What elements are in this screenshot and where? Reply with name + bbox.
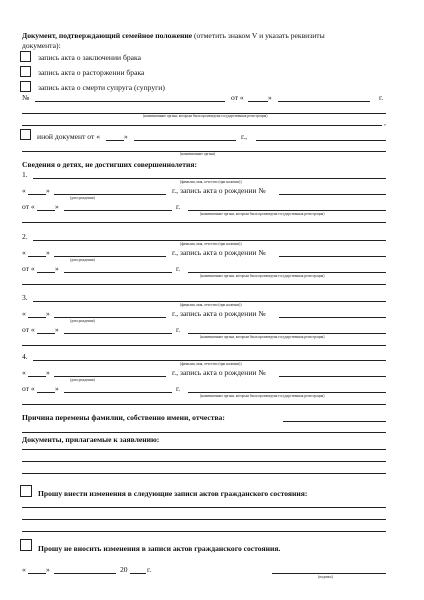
child-reg-close-quote: » xyxy=(55,202,59,211)
child-dob-day-field[interactable] xyxy=(28,376,46,377)
attachments-field-2[interactable] xyxy=(22,461,386,462)
record-number-field[interactable] xyxy=(35,101,225,102)
child-authority-field[interactable] xyxy=(188,272,386,273)
child-reg-day-field[interactable] xyxy=(37,272,55,273)
request-changes-field-2[interactable] xyxy=(22,519,386,520)
child-dob-caption: (дата рождения) xyxy=(70,319,95,323)
child-fio-field[interactable] xyxy=(33,301,386,302)
child-reg-close-quote: » xyxy=(55,384,59,393)
attachments-field-1[interactable] xyxy=(22,449,386,450)
child-record-text: г., запись акта о рождении № xyxy=(172,248,266,257)
child-dob-day-field[interactable] xyxy=(28,194,46,195)
footer-month-field[interactable] xyxy=(54,573,116,574)
record-date-quote: » xyxy=(268,93,272,102)
child-reg-g: г. xyxy=(176,325,181,334)
child-authority-field[interactable] xyxy=(188,392,386,393)
child-reg-month-year-field[interactable] xyxy=(64,333,172,334)
death-record-checkbox[interactable] xyxy=(20,81,31,92)
other-document-number-field[interactable] xyxy=(256,140,386,141)
record-number-sign: № xyxy=(22,93,30,102)
child-dob-day-field[interactable] xyxy=(28,317,46,318)
reason-field[interactable] xyxy=(283,421,386,422)
footer-year-field[interactable] xyxy=(130,573,146,574)
child-fio-caption: (фамилия, имя, отчество (при наличии)) xyxy=(180,242,242,246)
child-dob-day-field[interactable] xyxy=(28,256,46,257)
child-authority-field[interactable] xyxy=(188,333,386,334)
request-changes-field-1[interactable] xyxy=(22,507,386,508)
no-changes-checkbox[interactable] xyxy=(20,539,32,551)
child-record-number-field[interactable] xyxy=(279,376,386,377)
child-dob-month-year-field[interactable] xyxy=(54,194,166,195)
child-authority-caption: (наименование органа, которым была произведена государственная регистрация) xyxy=(200,394,325,398)
record-date-year-suffix: г. xyxy=(379,93,384,102)
child-reg-day-field[interactable] xyxy=(37,210,55,211)
child-fio-field[interactable] xyxy=(33,360,386,361)
marriage-record-label: запись акта о заключении брака xyxy=(38,53,141,62)
child-number: 2. xyxy=(22,232,28,241)
other-document-checkbox[interactable] xyxy=(20,129,31,140)
other-document-month-year-field[interactable] xyxy=(134,140,236,141)
child-reg-day-field[interactable] xyxy=(37,333,55,334)
child-record-text: г., запись акта о рождении № xyxy=(172,309,266,318)
child-dob-open-quote: « xyxy=(22,368,26,377)
child-reg-month-year-field[interactable] xyxy=(64,392,172,393)
child-reg-from: от « xyxy=(22,202,35,211)
child-dob-caption: (дата рождения) xyxy=(70,378,95,382)
reason-label: Причина перемены фамилии, собственно имени, отчества: xyxy=(22,413,225,422)
child-dob-open-quote: « xyxy=(22,248,26,257)
record-authority-comma: , xyxy=(384,118,386,127)
child-fio-field[interactable] xyxy=(33,178,386,179)
child-reg-g: г. xyxy=(176,384,181,393)
request-changes-checkbox[interactable] xyxy=(20,485,32,497)
divorce-record-checkbox[interactable] xyxy=(20,66,31,77)
child-reg-from: от « xyxy=(22,264,35,273)
child-dob-open-quote: « xyxy=(22,186,26,195)
record-authority-caption: (наименование органа, которым была произведена государственная регистрация) xyxy=(143,114,268,118)
attachments-field-3[interactable] xyxy=(22,473,386,474)
death-record-label: запись акта о смерти супруга (супруги) xyxy=(38,83,165,92)
children-heading: Сведения о детях, не достигших совершеннолетия: xyxy=(22,160,198,169)
child-dob-month-year-field[interactable] xyxy=(54,317,166,318)
record-date-day-field[interactable] xyxy=(248,101,268,102)
child-reg-month-year-field[interactable] xyxy=(64,210,172,211)
child-dob-close-quote: » xyxy=(46,248,50,257)
request-changes-label: Прошу внести изменения в следующие записи актов гражданского состояния: xyxy=(38,489,308,498)
child-record-number-field[interactable] xyxy=(279,194,386,195)
reason-field-2[interactable] xyxy=(22,432,386,433)
child-dob-close-quote: » xyxy=(46,186,50,195)
child-record-text: г., запись акта о рождении № xyxy=(172,368,266,377)
record-date-from: от « xyxy=(231,93,244,102)
child-reg-from: от « xyxy=(22,325,35,334)
request-changes-field-3[interactable] xyxy=(22,531,386,532)
child-authority-caption: (наименование органа, которым была произведена государственная регистрация) xyxy=(200,335,325,339)
child-reg-month-year-field[interactable] xyxy=(64,272,172,273)
other-document-g: г., xyxy=(241,132,248,141)
marriage-record-checkbox[interactable] xyxy=(20,51,31,62)
footer-day-field[interactable] xyxy=(28,573,46,574)
family-status-heading-bold: Документ, подтверждающий семейное положение xyxy=(22,31,193,40)
child-number: 3. xyxy=(22,293,28,302)
child-authority-field-2[interactable] xyxy=(22,222,386,223)
record-authority-field-2[interactable] xyxy=(22,125,382,126)
child-dob-close-quote: » xyxy=(46,309,50,318)
signature-field[interactable] xyxy=(272,573,386,574)
other-document-day-field[interactable] xyxy=(106,140,124,141)
child-authority-field-2[interactable] xyxy=(22,345,386,346)
child-dob-month-year-field[interactable] xyxy=(54,376,166,377)
family-status-heading-rest: (отметить знаком V и указать реквизиты xyxy=(194,31,325,40)
child-dob-open-quote: « xyxy=(22,309,26,318)
child-reg-g: г. xyxy=(176,264,181,273)
child-reg-g: г. xyxy=(176,202,181,211)
child-authority-caption: (наименование органа, которым была произведена государственная регистрация) xyxy=(200,212,325,216)
child-record-text: г., запись акта о рождении № xyxy=(172,186,266,195)
no-changes-label: Прошу не вносить изменения в записи актов гражданского состояния. xyxy=(38,544,281,553)
signature-caption: (подпись) xyxy=(318,575,333,579)
child-dob-month-year-field[interactable] xyxy=(54,256,166,257)
child-authority-field-2[interactable] xyxy=(22,284,386,285)
footer-open-quote: « xyxy=(22,565,26,574)
other-document-caption: (наименование органа) xyxy=(180,152,216,156)
divorce-record-label: запись акта о расторжении брака xyxy=(38,68,145,77)
child-fio-field[interactable] xyxy=(33,240,386,241)
child-record-number-field[interactable] xyxy=(279,317,386,318)
child-fio-caption: (фамилия, имя, отчество (при наличии)) xyxy=(180,180,242,184)
child-number: 4. xyxy=(22,352,28,361)
child-reg-day-field[interactable] xyxy=(37,392,55,393)
family-status-heading xyxy=(22,31,325,40)
family-status-heading-line2: документа): xyxy=(22,41,61,50)
other-document-quote: » xyxy=(124,132,128,141)
child-authority-field[interactable] xyxy=(188,210,386,211)
child-number: 1. xyxy=(22,170,28,179)
child-dob-caption: (дата рождения) xyxy=(70,196,95,200)
child-reg-close-quote: » xyxy=(55,264,59,273)
record-date-month-year-field[interactable] xyxy=(278,101,370,102)
child-authority-field-2[interactable] xyxy=(22,404,386,405)
child-reg-from: от « xyxy=(22,384,35,393)
child-fio-caption: (фамилия, имя, отчество (при наличии)) xyxy=(180,362,242,366)
child-dob-caption: (дата рождения) xyxy=(70,258,95,262)
child-dob-close-quote: » xyxy=(46,368,50,377)
child-reg-close-quote: » xyxy=(55,325,59,334)
footer-year-suffix: г. xyxy=(147,565,152,574)
attachments-label: Документы, прилагаемые к заявлению: xyxy=(22,435,160,444)
child-fio-caption: (фамилия, имя, отчество (при наличии)) xyxy=(180,303,242,307)
footer-year-prefix: 20 xyxy=(120,565,128,574)
child-authority-caption: (наименование органа, которым была произведена государственная регистрация) xyxy=(200,274,325,278)
footer-close-quote: » xyxy=(46,565,50,574)
child-record-number-field[interactable] xyxy=(279,256,386,257)
other-document-prefix: иной документ от « xyxy=(37,132,100,141)
